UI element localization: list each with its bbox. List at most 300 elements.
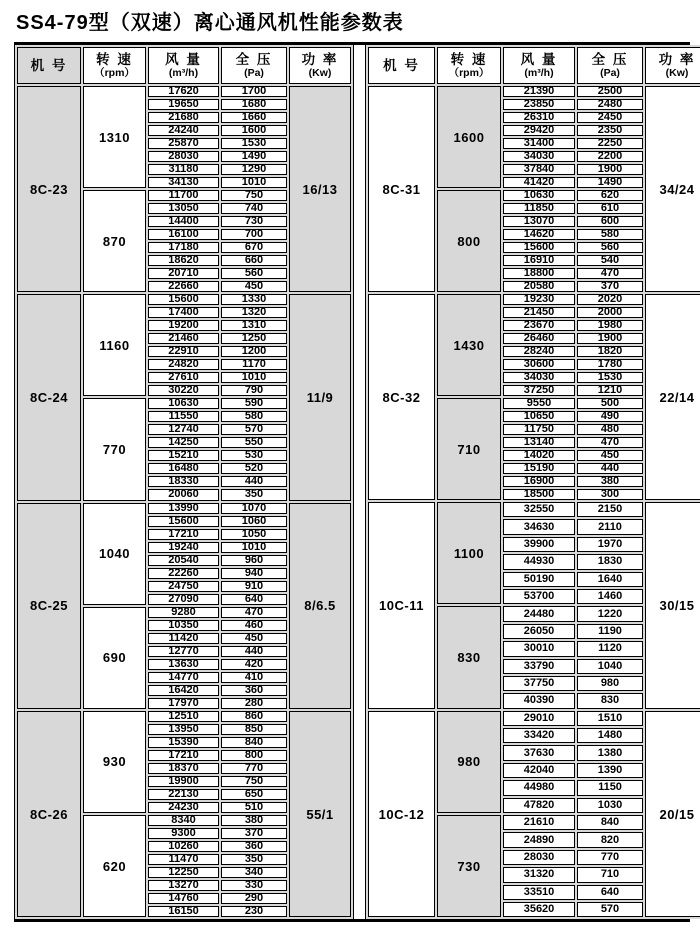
header-pressure <box>221 47 287 84</box>
flow-cell: 40390 <box>503 693 575 708</box>
pressure-cell: 940 <box>221 568 287 579</box>
pressure-cell: 350 <box>221 489 287 500</box>
header-row <box>17 47 351 84</box>
flow-cell: 24240 <box>148 125 219 136</box>
model-cell: 8C-32 <box>368 294 435 500</box>
flow-cell: 33790 <box>503 659 575 674</box>
pressure-cell: 560 <box>221 268 287 279</box>
pressure-cell: 640 <box>221 594 287 605</box>
pressure-cell: 580 <box>577 229 643 240</box>
pressure-cell: 570 <box>577 902 643 917</box>
table-row <box>368 502 700 517</box>
pressure-cell: 1660 <box>221 112 287 123</box>
table-row <box>368 711 700 726</box>
pressure-cell: 1830 <box>577 554 643 569</box>
pressure-cell: 750 <box>221 190 287 201</box>
flow-cell: 16900 <box>503 476 575 487</box>
flow-cell: 37750 <box>503 676 575 691</box>
pressure-cell: 1970 <box>577 537 643 552</box>
header-power-unit: (Kw) <box>308 67 332 79</box>
pressure-cell: 770 <box>577 850 643 865</box>
flow-cell: 22660 <box>148 281 219 292</box>
fan-table-right <box>365 45 700 919</box>
tables-wrapper <box>14 42 696 922</box>
flow-cell: 22910 <box>148 346 219 357</box>
pressure-cell: 290 <box>221 893 287 904</box>
flow-cell: 22130 <box>148 789 219 800</box>
header-speed <box>83 47 146 84</box>
pressure-cell: 590 <box>221 398 287 409</box>
header-power <box>645 47 700 84</box>
flow-cell: 15210 <box>148 450 219 461</box>
flow-cell: 19650 <box>148 99 219 110</box>
flow-cell: 33510 <box>503 885 575 900</box>
pressure-cell: 860 <box>221 711 287 722</box>
pressure-cell: 480 <box>577 424 643 435</box>
pressure-cell: 1780 <box>577 359 643 370</box>
flow-cell: 24890 <box>503 832 575 847</box>
flow-cell: 34630 <box>503 519 575 534</box>
flow-cell: 20710 <box>148 268 219 279</box>
pressure-cell: 1150 <box>577 780 643 795</box>
power-cell: 30/15 <box>645 502 700 709</box>
pressure-cell: 2480 <box>577 99 643 110</box>
header-power-label: 功 率 <box>301 52 339 67</box>
pressure-cell: 1250 <box>221 333 287 344</box>
pressure-cell: 1190 <box>577 624 643 639</box>
header-flow-unit: (m³/h) <box>168 67 199 79</box>
pressure-cell: 470 <box>577 437 643 448</box>
pressure-cell: 330 <box>221 880 287 891</box>
header-row <box>368 47 700 84</box>
pressure-cell: 560 <box>577 242 643 253</box>
table-row <box>368 86 700 97</box>
pressure-cell: 350 <box>221 854 287 865</box>
flow-cell: 31400 <box>503 138 575 149</box>
model-cell: 10C-11 <box>368 502 435 709</box>
pressure-cell: 550 <box>221 437 287 448</box>
pressure-cell: 1320 <box>221 307 287 318</box>
flow-cell: 15600 <box>503 242 575 253</box>
flow-cell: 17970 <box>148 698 219 709</box>
power-cell: 8/6.5 <box>289 503 351 709</box>
pressure-cell: 2500 <box>577 86 643 97</box>
pressure-cell: 660 <box>221 255 287 266</box>
flow-cell: 10630 <box>503 190 575 201</box>
header-pressure <box>577 47 643 84</box>
pressure-cell: 800 <box>221 750 287 761</box>
pressure-cell: 750 <box>221 776 287 787</box>
power-cell: 34/24 <box>645 86 700 292</box>
pressure-cell: 700 <box>221 229 287 240</box>
flow-cell: 26460 <box>503 333 575 344</box>
pressure-cell: 600 <box>577 216 643 227</box>
flow-cell: 10350 <box>148 620 219 631</box>
pressure-cell: 1390 <box>577 763 643 778</box>
flow-cell: 14620 <box>503 229 575 240</box>
pressure-cell: 380 <box>577 476 643 487</box>
pressure-cell: 470 <box>577 268 643 279</box>
pressure-cell: 1980 <box>577 320 643 331</box>
flow-cell: 27090 <box>148 594 219 605</box>
header-flow-label: 风 量 <box>520 52 558 67</box>
pressure-cell: 1490 <box>577 177 643 188</box>
pressure-cell: 1010 <box>221 372 287 383</box>
pressure-cell: 1120 <box>577 641 643 656</box>
header-pressure-label: 全 压 <box>235 52 273 67</box>
pressure-cell: 300 <box>577 489 643 500</box>
speed-cell: 980 <box>437 711 501 813</box>
pressure-cell: 1310 <box>221 320 287 331</box>
flow-cell: 24230 <box>148 802 219 813</box>
pressure-cell: 1050 <box>221 529 287 540</box>
page-title: SS4-79型（双速）离心通风机性能参数表 <box>16 12 404 34</box>
flow-cell: 19200 <box>148 320 219 331</box>
flow-cell: 33420 <box>503 728 575 743</box>
flow-cell: 34030 <box>503 372 575 383</box>
pressure-cell: 820 <box>577 832 643 847</box>
flow-cell: 28030 <box>503 850 575 865</box>
pressure-cell: 1030 <box>577 798 643 813</box>
flow-cell: 37630 <box>503 745 575 760</box>
header-flow <box>148 47 219 84</box>
header-speed-unit: （rpm） <box>94 67 135 79</box>
pressure-cell: 570 <box>221 424 287 435</box>
table-row <box>17 86 351 97</box>
flow-cell: 13630 <box>148 659 219 670</box>
model-cell: 10C-12 <box>368 711 435 918</box>
flow-cell: 17400 <box>148 307 219 318</box>
power-cell: 22/14 <box>645 294 700 500</box>
pressure-cell: 1220 <box>577 606 643 621</box>
pressure-cell: 420 <box>221 659 287 670</box>
header-speed <box>437 47 501 84</box>
flow-cell: 28240 <box>503 346 575 357</box>
pressure-cell: 440 <box>221 476 287 487</box>
pressure-cell: 1290 <box>221 164 287 175</box>
header-flow-label: 风 量 <box>165 52 202 67</box>
flow-cell: 34030 <box>503 151 575 162</box>
pressure-cell: 450 <box>577 450 643 461</box>
flow-cell: 26050 <box>503 624 575 639</box>
speed-cell: 1160 <box>83 294 146 396</box>
flow-cell: 30600 <box>503 359 575 370</box>
pressure-cell: 2200 <box>577 151 643 162</box>
flow-cell: 23670 <box>503 320 575 331</box>
flow-cell: 19900 <box>148 776 219 787</box>
pressure-cell: 1010 <box>221 177 287 188</box>
model-cell: 8C-25 <box>17 503 81 709</box>
header-speed-unit: （rpm） <box>448 67 490 79</box>
pressure-cell: 440 <box>577 463 643 474</box>
pressure-cell: 910 <box>221 581 287 592</box>
pressure-cell: 1600 <box>221 125 287 136</box>
table-row <box>17 503 351 514</box>
header-flow-unit: (m³/h) <box>524 67 554 79</box>
pressure-cell: 440 <box>221 646 287 657</box>
pressure-cell: 520 <box>221 463 287 474</box>
flow-cell: 12510 <box>148 711 219 722</box>
pressure-cell: 1480 <box>577 728 643 743</box>
pressure-cell: 580 <box>221 411 287 422</box>
flow-cell: 20580 <box>503 281 575 292</box>
flow-cell: 28030 <box>148 151 219 162</box>
speed-cell: 710 <box>437 398 501 500</box>
header-flow <box>503 47 575 84</box>
header-model <box>368 47 435 84</box>
pressure-cell: 1040 <box>577 659 643 674</box>
flow-cell: 9280 <box>148 607 219 618</box>
header-power-label: 功 率 <box>658 52 696 67</box>
pressure-cell: 370 <box>221 828 287 839</box>
flow-cell: 27610 <box>148 372 219 383</box>
pressure-cell: 2020 <box>577 294 643 305</box>
pressure-cell: 740 <box>221 203 287 214</box>
pressure-cell: 710 <box>577 867 643 882</box>
header-speed-label: 转 速 <box>450 52 488 67</box>
flow-cell: 15600 <box>148 516 219 527</box>
table-row <box>17 294 351 305</box>
flow-cell: 16150 <box>148 906 219 917</box>
flow-cell: 29420 <box>503 125 575 136</box>
pressure-cell: 1640 <box>577 572 643 587</box>
pressure-cell: 790 <box>221 385 287 396</box>
pressure-cell: 2450 <box>577 112 643 123</box>
flow-cell: 10650 <box>503 411 575 422</box>
flow-cell: 31320 <box>503 867 575 882</box>
flow-cell: 41420 <box>503 177 575 188</box>
pressure-cell: 1680 <box>221 99 287 110</box>
flow-cell: 15390 <box>148 737 219 748</box>
flow-cell: 12740 <box>148 424 219 435</box>
flow-cell: 15190 <box>503 463 575 474</box>
pressure-cell: 500 <box>577 398 643 409</box>
speed-cell: 1430 <box>437 294 501 396</box>
pressure-cell: 1820 <box>577 346 643 357</box>
pressure-cell: 670 <box>221 242 287 253</box>
header-model-label: 机 号 <box>383 57 420 73</box>
flow-cell: 14400 <box>148 216 219 227</box>
flow-cell: 21680 <box>148 112 219 123</box>
power-cell: 55/1 <box>289 711 351 918</box>
flow-cell: 16480 <box>148 463 219 474</box>
header-pressure-unit: (Pa) <box>600 67 620 79</box>
pressure-cell: 470 <box>221 607 287 618</box>
pressure-cell: 2000 <box>577 307 643 318</box>
pressure-cell: 730 <box>221 216 287 227</box>
flow-cell: 15600 <box>148 294 219 305</box>
flow-cell: 18330 <box>148 476 219 487</box>
flow-cell: 13990 <box>148 503 219 514</box>
pressure-cell: 1900 <box>577 164 643 175</box>
speed-cell: 690 <box>83 607 146 709</box>
speed-cell: 930 <box>83 711 146 813</box>
pressure-cell: 2110 <box>577 519 643 534</box>
flow-cell: 18500 <box>503 489 575 500</box>
pressure-cell: 340 <box>221 867 287 878</box>
pressure-cell: 2150 <box>577 502 643 517</box>
flow-cell: 10260 <box>148 841 219 852</box>
pressure-cell: 2350 <box>577 125 643 136</box>
model-cell: 8C-23 <box>17 86 81 292</box>
pressure-cell: 620 <box>577 190 643 201</box>
pressure-cell: 450 <box>221 633 287 644</box>
flow-cell: 11700 <box>148 190 219 201</box>
flow-cell: 11470 <box>148 854 219 865</box>
header-pressure-label: 全 压 <box>591 52 629 67</box>
flow-cell: 12250 <box>148 867 219 878</box>
pressure-cell: 650 <box>221 789 287 800</box>
flow-cell: 13070 <box>503 216 575 227</box>
table-row <box>17 711 351 722</box>
flow-cell: 18800 <box>503 268 575 279</box>
pressure-cell: 410 <box>221 672 287 683</box>
flow-cell: 37250 <box>503 385 575 396</box>
pressure-cell: 490 <box>577 411 643 422</box>
flow-cell: 11750 <box>503 424 575 435</box>
flow-cell: 29010 <box>503 711 575 726</box>
speed-cell: 830 <box>437 606 501 708</box>
flow-cell: 16100 <box>148 229 219 240</box>
pressure-cell: 460 <box>221 620 287 631</box>
header-model-label: 机 号 <box>30 57 68 73</box>
pressure-cell: 1380 <box>577 745 643 760</box>
pressure-cell: 1170 <box>221 359 287 370</box>
flow-cell: 26310 <box>503 112 575 123</box>
flow-cell: 24480 <box>503 606 575 621</box>
flow-cell: 23850 <box>503 99 575 110</box>
pressure-cell: 360 <box>221 841 287 852</box>
flow-cell: 13950 <box>148 724 219 735</box>
pressure-cell: 1460 <box>577 589 643 604</box>
flow-cell: 24750 <box>148 581 219 592</box>
flow-cell: 14020 <box>503 450 575 461</box>
pressure-cell: 1070 <box>221 503 287 514</box>
pressure-cell: 280 <box>221 698 287 709</box>
flow-cell: 10630 <box>148 398 219 409</box>
flow-cell: 34130 <box>148 177 219 188</box>
flow-cell: 21460 <box>148 333 219 344</box>
pressure-cell: 960 <box>221 555 287 566</box>
flow-cell: 18370 <box>148 763 219 774</box>
flow-cell: 24820 <box>148 359 219 370</box>
speed-cell: 730 <box>437 815 501 917</box>
model-cell: 8C-24 <box>17 294 81 500</box>
model-cell: 8C-31 <box>368 86 435 292</box>
flow-cell: 20060 <box>148 489 219 500</box>
flow-cell: 11850 <box>503 203 575 214</box>
flow-cell: 8340 <box>148 815 219 826</box>
pressure-cell: 840 <box>221 737 287 748</box>
header-speed-label: 转 速 <box>96 52 133 67</box>
table-row <box>368 294 700 305</box>
speed-cell: 1040 <box>83 503 146 605</box>
flow-cell: 17620 <box>148 86 219 97</box>
flow-cell: 14770 <box>148 672 219 683</box>
fan-table-left <box>14 45 354 919</box>
flow-cell: 44930 <box>503 554 575 569</box>
pressure-cell: 640 <box>577 885 643 900</box>
flow-cell: 11420 <box>148 633 219 644</box>
pressure-cell: 830 <box>577 693 643 708</box>
speed-cell: 770 <box>83 398 146 500</box>
speed-cell: 1600 <box>437 86 501 188</box>
pressure-cell: 1530 <box>577 372 643 383</box>
flow-cell: 9300 <box>148 828 219 839</box>
flow-cell: 21390 <box>503 86 575 97</box>
flow-cell: 35620 <box>503 902 575 917</box>
header-power <box>289 47 351 84</box>
flow-cell: 37840 <box>503 164 575 175</box>
pressure-cell: 1530 <box>221 138 287 149</box>
pressure-cell: 380 <box>221 815 287 826</box>
pressure-cell: 610 <box>577 203 643 214</box>
pressure-cell: 840 <box>577 815 643 830</box>
flow-cell: 31180 <box>148 164 219 175</box>
flow-cell: 14760 <box>148 893 219 904</box>
pressure-cell: 980 <box>577 676 643 691</box>
pressure-cell: 530 <box>221 450 287 461</box>
flow-cell: 18620 <box>148 255 219 266</box>
header-pressure-unit: (Pa) <box>244 67 264 79</box>
pressure-cell: 2250 <box>577 138 643 149</box>
flow-cell: 39900 <box>503 537 575 552</box>
pressure-cell: 1700 <box>221 86 287 97</box>
flow-cell: 50190 <box>503 572 575 587</box>
flow-cell: 13140 <box>503 437 575 448</box>
flow-cell: 44980 <box>503 780 575 795</box>
flow-cell: 14250 <box>148 437 219 448</box>
flow-cell: 11550 <box>148 411 219 422</box>
pressure-cell: 1510 <box>577 711 643 726</box>
power-cell: 11/9 <box>289 294 351 500</box>
flow-cell: 30220 <box>148 385 219 396</box>
power-cell: 20/15 <box>645 711 700 918</box>
flow-cell: 16420 <box>148 685 219 696</box>
flow-cell: 42040 <box>503 763 575 778</box>
flow-cell: 17180 <box>148 242 219 253</box>
pressure-cell: 370 <box>577 281 643 292</box>
header-model <box>17 47 81 84</box>
pressure-cell: 360 <box>221 685 287 696</box>
pressure-cell: 1490 <box>221 151 287 162</box>
flow-cell: 9550 <box>503 398 575 409</box>
pressure-cell: 450 <box>221 281 287 292</box>
flow-cell: 53700 <box>503 589 575 604</box>
pressure-cell: 1330 <box>221 294 287 305</box>
flow-cell: 21450 <box>503 307 575 318</box>
model-cell: 8C-26 <box>17 711 81 918</box>
pressure-cell: 1900 <box>577 333 643 344</box>
speed-cell: 800 <box>437 190 501 292</box>
flow-cell: 32550 <box>503 502 575 517</box>
flow-cell: 19230 <box>503 294 575 305</box>
speed-cell: 1310 <box>83 86 146 188</box>
pressure-cell: 230 <box>221 906 287 917</box>
flow-cell: 13050 <box>148 203 219 214</box>
flow-cell: 25870 <box>148 138 219 149</box>
flow-cell: 20540 <box>148 555 219 566</box>
speed-cell: 620 <box>83 815 146 918</box>
flow-cell: 13270 <box>148 880 219 891</box>
speed-cell: 1100 <box>437 502 501 604</box>
pressure-cell: 1060 <box>221 516 287 527</box>
flow-cell: 17210 <box>148 750 219 761</box>
flow-cell: 12770 <box>148 646 219 657</box>
speed-cell: 870 <box>83 190 146 292</box>
flow-cell: 17210 <box>148 529 219 540</box>
pressure-cell: 510 <box>221 802 287 813</box>
